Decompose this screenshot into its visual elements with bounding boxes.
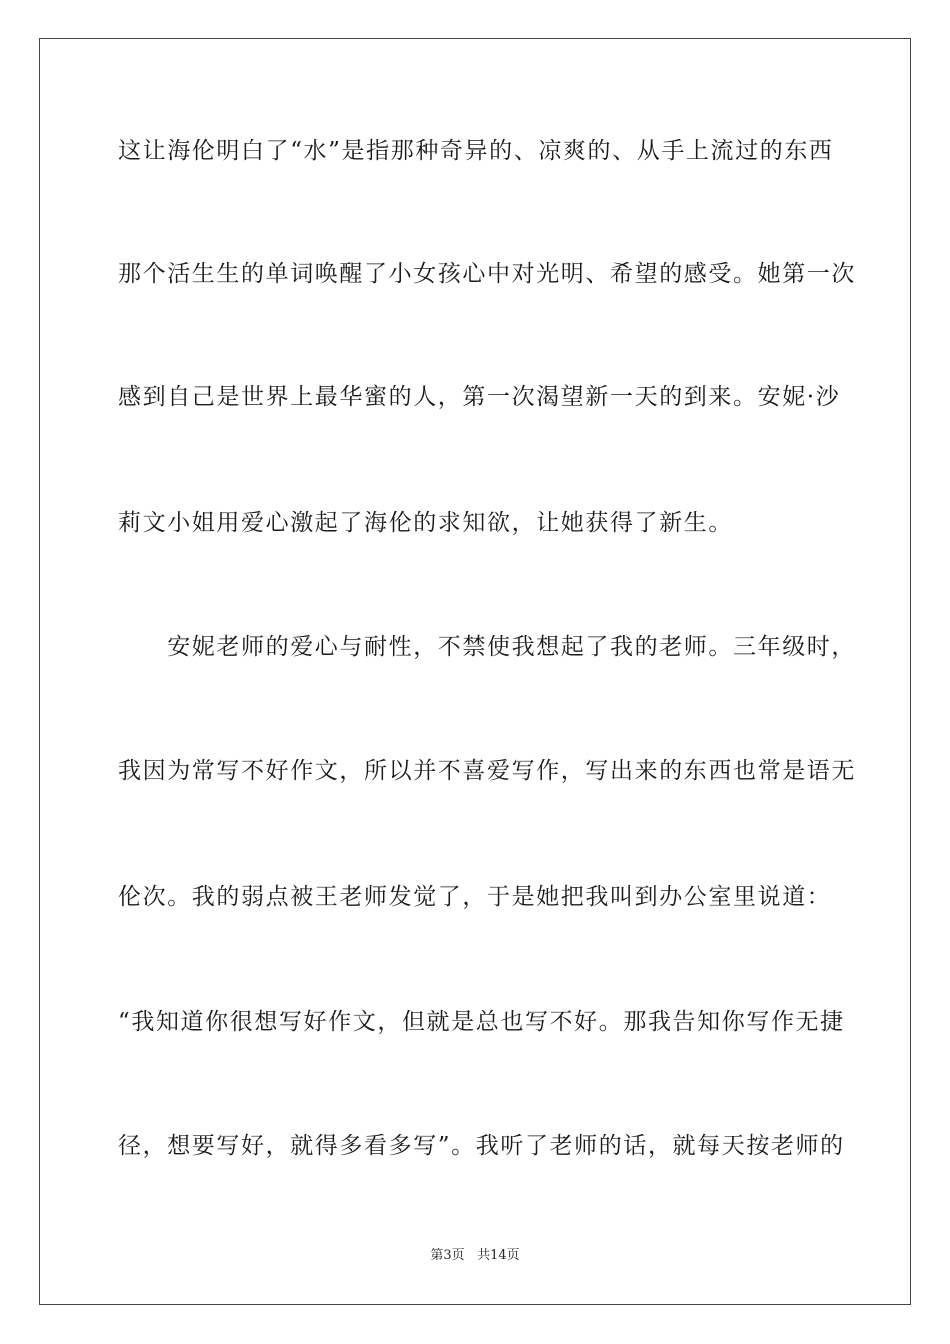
text-line-7: 伦次。我的弱点被王老师发觉了，于是她把我叫到办公室里说道： [118, 884, 832, 910]
text-line-5: 安妮老师的爱心与耐性，不禁使我想起了我的老师。三年级时， [118, 634, 856, 660]
text-line-2: 那个活生生的单词唤醒了小女孩心中对光明、希望的感受。她第一次 [118, 261, 856, 287]
page-number: 第3页 [430, 1248, 465, 1263]
text-line-6: 我因为常写不好作文，所以并不喜爱写作，写出来的东西也常是语无 [118, 758, 856, 784]
text-line-3: 感到自己是世界上最华蜜的人，第一次渴望新一天的到来。安妮·沙 [118, 384, 841, 410]
text-line-8: “我知道你很想写好作文，但就是总也写不好。那我告知你写作无捷 [118, 1009, 845, 1035]
text-line-1: 这让海伦明白了“水”是指那种奇异的、凉爽的、从手上流过的东西 [118, 138, 834, 164]
text-line-4: 莉文小姐用爱心激起了海伦的求知欲，让她获得了新生。 [118, 510, 733, 536]
page-footer [0, 1247, 950, 1265]
page-border [39, 38, 911, 1305]
text-line-9: 径，想要写好，就得多看多写”。我听了老师的话，就每天按老师的 [118, 1133, 845, 1159]
page-total: 共14页 [477, 1248, 520, 1263]
